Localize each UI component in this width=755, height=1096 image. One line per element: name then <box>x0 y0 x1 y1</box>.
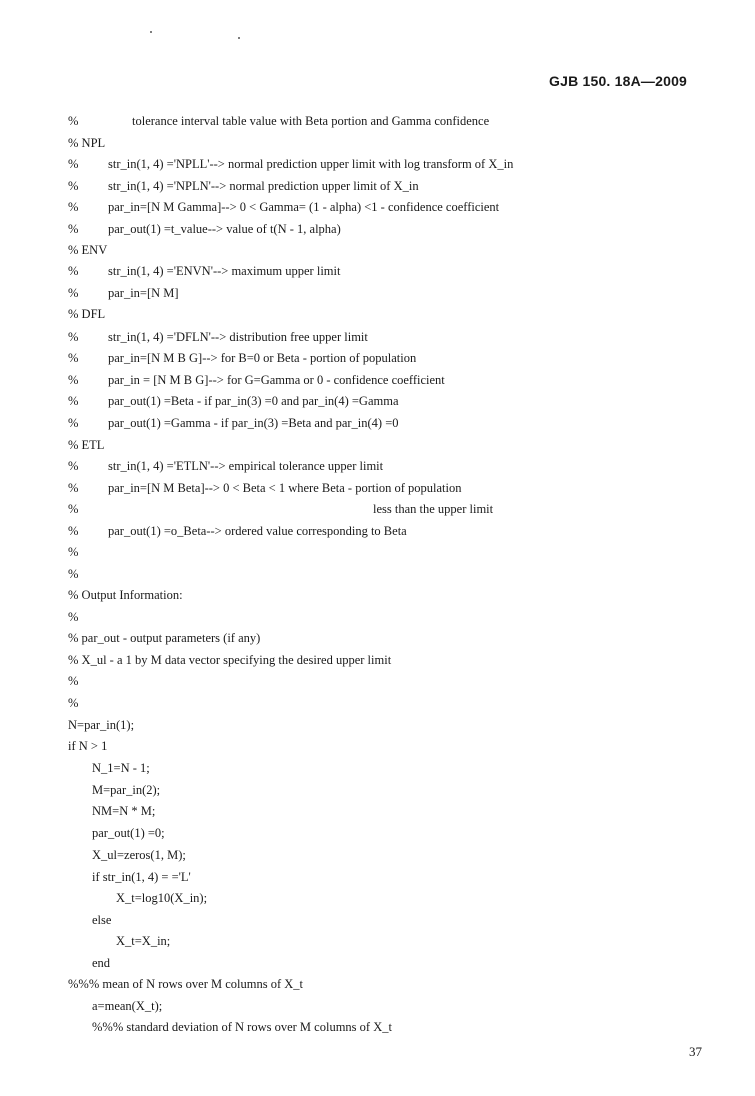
line-text: if str_in(1, 4) = ='L' <box>92 870 191 884</box>
line-prefix: % <box>68 222 79 236</box>
line-text: str_in(1, 4) ='NPLN'--> normal prediction upper limit of X_in <box>108 179 419 193</box>
line-prefix: % <box>68 330 79 344</box>
line-prefix: N=par_in(1); <box>68 718 135 732</box>
line-text: par_in=[N M B G]--> for B=0 or Beta - portion of population <box>108 351 417 365</box>
line-text: par_out(1) =Gamma - if par_in(3) =Beta and par_in(4) =0 <box>108 416 399 430</box>
line-prefix: % <box>68 114 79 128</box>
line-prefix: % <box>68 179 79 193</box>
line-prefix: % <box>68 459 79 473</box>
line-text: str_in(1, 4) ='ENVN'--> maximum upper limit <box>108 264 341 278</box>
line-prefix: % <box>68 351 79 365</box>
line-prefix: % <box>68 373 79 387</box>
line-text: M=par_in(2); <box>92 783 161 797</box>
line-prefix: % <box>68 286 79 300</box>
line-prefix: % ENV <box>68 243 108 257</box>
line-text: par_out(1) =o_Beta--> ordered value corresponding to Beta <box>108 524 407 538</box>
line-prefix: % <box>68 416 79 430</box>
document-header: GJB 150. 18A—2009 <box>549 73 688 89</box>
line-prefix: % <box>68 696 79 710</box>
line-prefix: % NPL <box>68 136 106 150</box>
line-text: NM=N * M; <box>92 804 156 818</box>
line-prefix: % <box>68 502 79 516</box>
line-prefix: if N > 1 <box>68 739 108 753</box>
line-text: str_in(1, 4) ='DFLN'--> distribution free upper limit <box>108 330 368 344</box>
line-prefix: % par_out - output parameters (if any) <box>68 631 261 645</box>
line-prefix: % <box>68 394 79 408</box>
line-text: par_in = [N M B G]--> for G=Gamma or 0 - confidence coefficient <box>108 373 445 387</box>
line-text: %%% standard deviation of N rows over M columns of X_t <box>92 1020 392 1034</box>
line-text: end <box>92 956 111 970</box>
line-text: X_ul=zeros(1, M); <box>92 848 186 862</box>
page-number: 37 <box>689 1044 702 1059</box>
line-prefix: % Output Information: <box>68 588 183 602</box>
line-prefix: % <box>68 545 79 559</box>
line-prefix: % <box>68 481 79 495</box>
line-text: par_in=[N M Gamma]--> 0 < Gamma= (1 - alpha) <1 - confidence coefficient <box>108 200 500 214</box>
line-prefix: % ETL <box>68 438 105 452</box>
line-text: par_out(1) =Beta - if par_in(3) =0 and par_in(4) =Gamma <box>108 394 399 408</box>
line-text: par_out(1) =0; <box>92 826 165 840</box>
line-text: str_in(1, 4) ='ETLN'--> empirical tolerance upper limit <box>108 459 384 473</box>
line-prefix: % <box>68 674 79 688</box>
line-prefix: % <box>68 264 79 278</box>
line-text: less than the upper limit <box>373 502 494 516</box>
line-text: else <box>92 913 112 927</box>
line-text: par_out(1) =t_value--> value of t(N - 1, alpha) <box>108 222 341 236</box>
line-prefix: % <box>68 157 79 171</box>
line-text: par_in=[N M] <box>108 286 179 300</box>
line-prefix: %%% mean of N rows over M columns of X_t <box>68 977 304 991</box>
line-prefix: % X_ul - a 1 by M data vector specifying the desired upper limit <box>68 653 392 667</box>
line-prefix: % <box>68 567 79 581</box>
line-text: str_in(1, 4) ='NPLL'--> normal prediction upper limit with log transform of X_in <box>108 157 514 171</box>
line-prefix: % <box>68 610 79 624</box>
line-prefix: % DFL <box>68 307 106 321</box>
line-text: X_t=log10(X_in); <box>116 891 208 905</box>
line-text: tolerance interval table value with Beta portion and Gamma confidence <box>132 114 490 128</box>
line-text: N_1=N - 1; <box>92 761 150 775</box>
scan-speck <box>150 31 152 33</box>
line-text: X_t=X_in; <box>116 934 171 948</box>
line-text: par_in=[N M Beta]--> 0 < Beta < 1 where Beta - portion of population <box>108 481 462 495</box>
line-text: a=mean(X_t); <box>92 999 163 1013</box>
line-prefix: % <box>68 200 79 214</box>
scan-speck <box>238 37 240 39</box>
line-prefix: % <box>68 524 79 538</box>
